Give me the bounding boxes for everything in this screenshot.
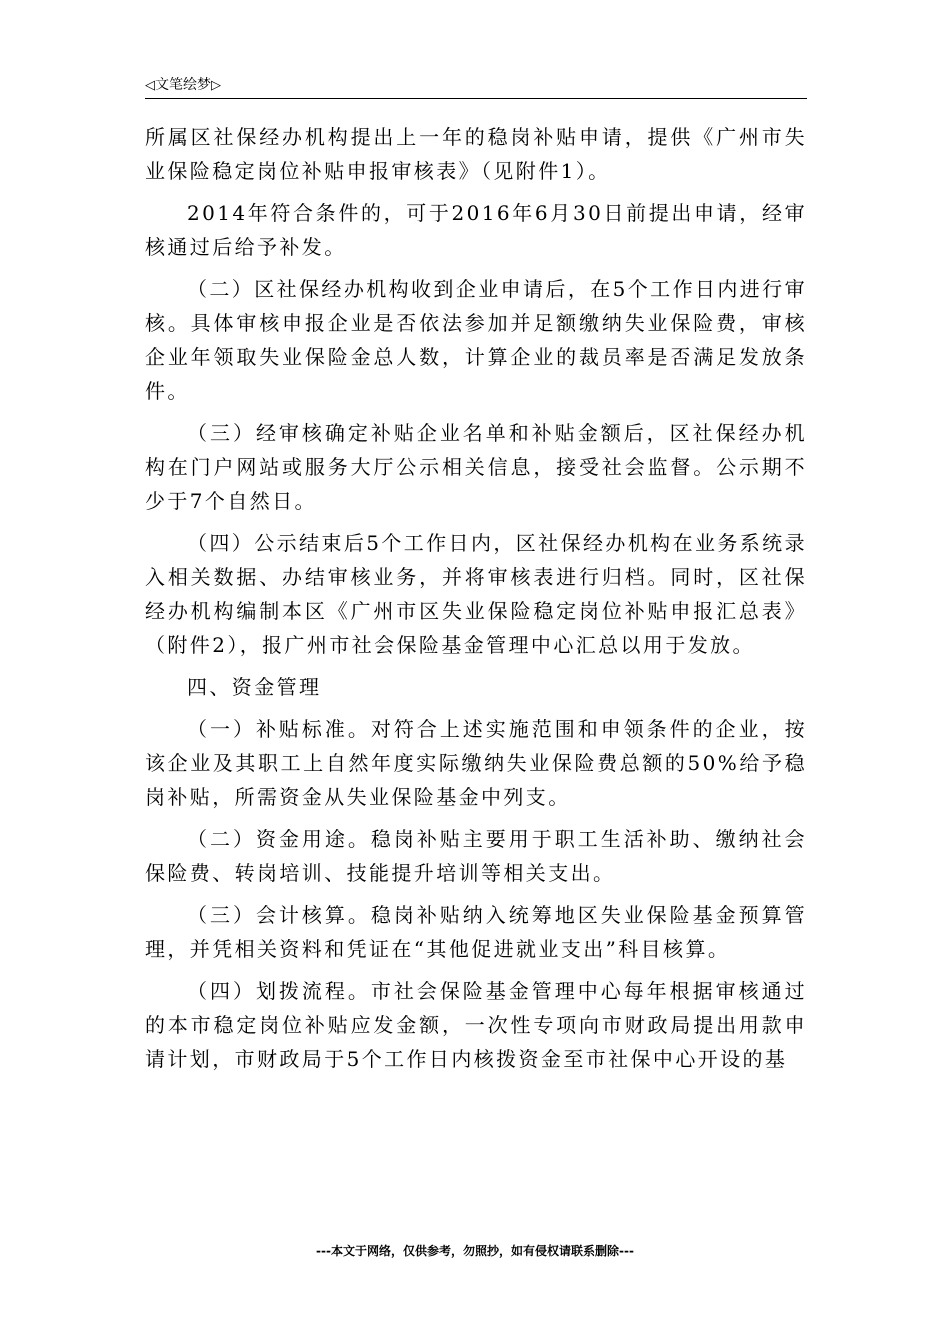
paragraph-accounting: （三）会计核算。稳岗补贴纳入统筹地区失业保险基金预算管理，并凭相关资料和凭证在“其他促进就业支出”科目核算。 <box>145 903 807 961</box>
paragraph-transfer-process: （四）划拨流程。市社会保险基金管理中心每年根据审核通过的本市稳定岗位补贴应发金额，一次性专项向市财政局提出用款申请计划，市财政局于5个工作日内核拨资金至市社保中心开设的基 <box>145 979 807 1071</box>
right-triangle-icon: ▷ <box>211 78 221 93</box>
document-body <box>145 120 807 1084</box>
paragraph-2014-supplement: 2014年符合条件的，可于2016年6月30日前提出申请，经审核通过后给予补发。 <box>145 201 807 259</box>
paragraph-item-4: （四）公示结束后5个工作日内，区社保经办机构在业务系统录入相关数据、办结审核业务，并将审核表进行归档。同时，区社保经办机构编制本区《广州市区失业保险稳定岗位补贴申报汇总表》（附件2），报广州市社会保险基金管理中心汇总以用于发放。 <box>145 531 807 657</box>
paragraph-item-2: （二）区社保经办机构收到企业申请后，在5个工作日内进行审核。具体审核申报企业是否依法参加并足额缴纳失业保险费，审核企业年领取失业保险金总人数，计算企业的裁员率是否满足发放条件。 <box>145 277 807 403</box>
paragraph-continuation: 所属区社保经办机构提出上一年的稳岗补贴申请，提供《广州市失业保险稳定岗位补贴申报审核表》（见附件1）。 <box>145 125 807 183</box>
paragraph-fund-usage: （二）资金用途。稳岗补贴主要用于职工生活补助、缴纳社会保险费、转岗培训、技能提升培训等相关支出。 <box>145 827 807 885</box>
header-brand <box>145 76 221 95</box>
page-footer-disclaimer: ---本文于网络，仅供参考，勿照抄，如有侵权请联系删除--- <box>316 1244 634 1258</box>
paragraph-subsidy-standard: （一）补贴标准。对符合上述实施范围和申领条件的企业，按该企业及其职工上自然年度实际缴纳失业保险费总额的50%给予稳岗补贴，所需资金从失业保险基金中列支。 <box>145 717 807 809</box>
left-triangle-icon: ◁ <box>145 78 155 93</box>
paragraph-item-3: （三）经审核确定补贴企业名单和补贴金额后，区社保经办机构在门户网站或服务大厅公示相关信息，接受社会监督。公示期不少于7个自然日。 <box>145 421 807 513</box>
brand-name: 文笔绘梦 <box>155 77 211 93</box>
page-header <box>145 74 807 99</box>
section-heading-fund-management: 四、资金管理 <box>187 675 322 699</box>
